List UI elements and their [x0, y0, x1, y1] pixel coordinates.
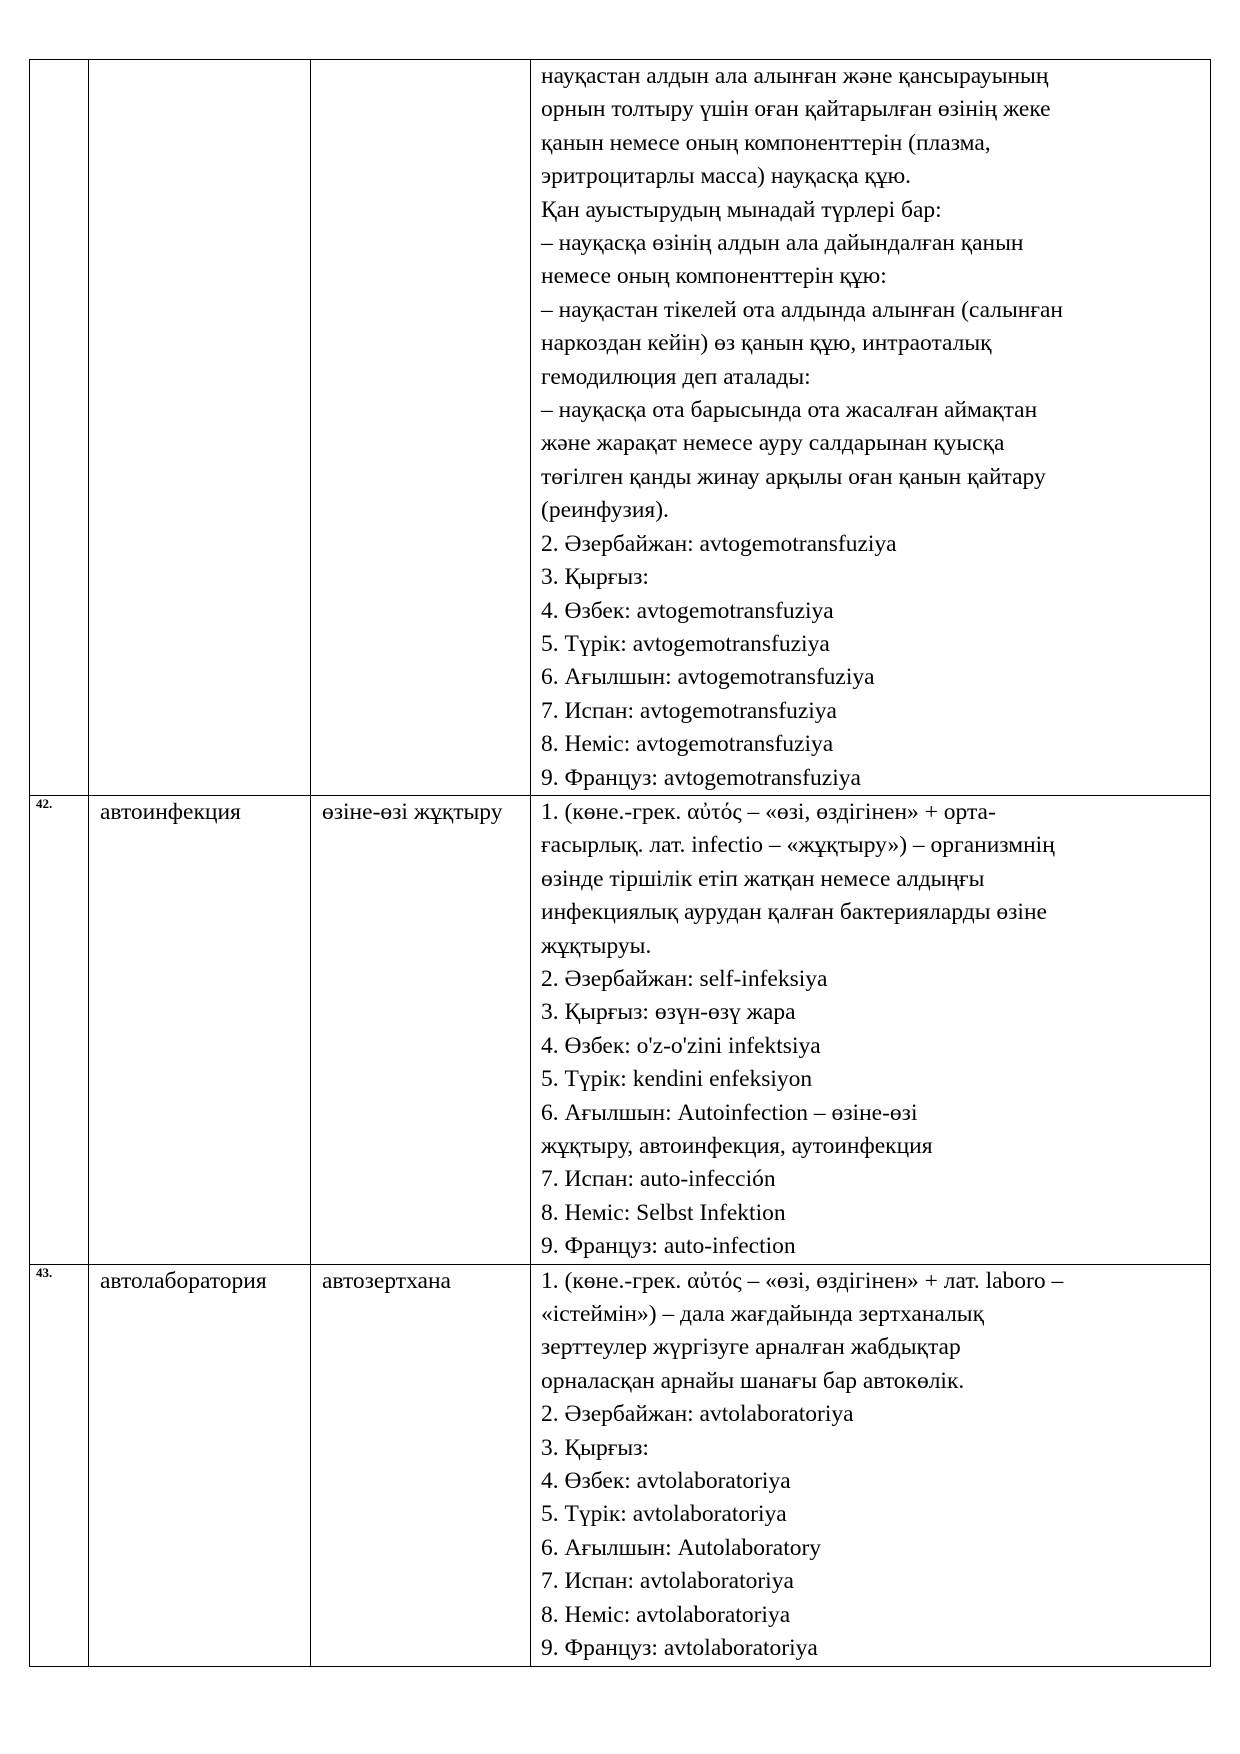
definition-line: немесе оның компоненттерін құю:	[541, 263, 887, 290]
definition-line: «істеймін») – дала жағдайында зертханалық	[541, 1301, 985, 1328]
term-cell	[89, 60, 311, 796]
definition-line: 7. Испан: avtolaboratoriya	[541, 1568, 794, 1595]
row-number-cell	[30, 60, 89, 796]
definition-line: 4. Өзбек: avtogemotransfuziya	[541, 597, 834, 624]
definition-line: 6. Ағылшын: Autoinfection – өзіне-өзі	[541, 1099, 918, 1126]
definition-line: 2. Әзербайжан: avtogemotransfuziya	[541, 530, 897, 557]
definition-line: 3. Қырғыз: өзүн-өзү жара	[541, 999, 796, 1026]
term-cell	[89, 795, 311, 1264]
definition-line: төгілген қанды жинау арқылы оған қанын қайтару	[541, 463, 1046, 490]
definition-line: эритроцитарлы масса) науқасқа құю.	[541, 163, 912, 190]
row-number-cell	[30, 1264, 89, 1666]
kazakh-term-cell	[311, 795, 531, 1264]
kazakh-term: өзіне-өзі жұқтыру	[322, 798, 503, 825]
definition-line: наркоздан кейін) өз қанын құю, интраоталық	[541, 330, 992, 357]
kazakh-term-cell	[311, 60, 531, 796]
definition-line: 9. Француз: auto-infection	[541, 1233, 796, 1260]
definition-line: – науқастан тікелей ота алдында алынған (салынған	[541, 296, 1063, 323]
definition-line: орналасқан арнайы шанағы бар автокөлік.	[541, 1367, 965, 1394]
definition-line: зерттеулер жүргізуге арналған жабдықтар	[541, 1334, 961, 1361]
definition-line: 1. (көне.-грек. αὐτός – «өзі, өздігінен» + орта-	[541, 798, 996, 825]
definition	[531, 796, 1210, 1264]
definition-line: 5. Түрік: kendini enfeksiyon	[541, 1066, 813, 1093]
definition-line: жұқтыруы.	[541, 932, 652, 959]
definition-line: – науқасқа өзінің алдын ала дайындалған қанын	[541, 230, 1024, 257]
definition-line: гемодилюция деп аталады:	[541, 363, 811, 390]
definition-line: 6. Ағылшын: Autolaboratory	[541, 1534, 822, 1561]
definition	[531, 1265, 1210, 1666]
table-row	[30, 60, 1211, 796]
definition-line: 9. Француз: avtolaboratoriya	[541, 1635, 818, 1662]
term: автоинфекция	[100, 798, 241, 825]
definition-line: 7. Испан: avtogemotransfuziya	[541, 697, 837, 724]
definition-line: 2. Әзербайжан: avtolaboratoriya	[541, 1401, 854, 1428]
definition-line: 1. (көне.-грек. αὐτός – «өзі, өздігінен» + лат. laboro –	[541, 1267, 1064, 1294]
table-row	[30, 1264, 1211, 1666]
definition-line: 8. Неміс: Selbst Infektion	[541, 1199, 786, 1226]
definition-line: жұқтыру, автоинфекция, аутоинфекция	[541, 1133, 933, 1159]
definition-line: 3. Қырғыз:	[541, 1434, 649, 1461]
definition-line: 2. Әзербайжан: self-infeksiya	[541, 965, 828, 992]
definition-line: 4. Өзбек: o'z-o'zini infektsiya	[541, 1032, 821, 1059]
definition-line: 8. Неміс: avtolaboratoriya	[541, 1601, 791, 1628]
definition-line: 9. Француз: avtogemotransfuziya	[541, 764, 861, 791]
definition-line: өзінде тіршілік етіп жатқан немесе алдыңғы	[541, 865, 985, 892]
term-cell	[89, 1264, 311, 1666]
definition-line: (реинфузия).	[541, 497, 669, 524]
definition-line: ғасырлық. лат. infectio – «жұқтыру») – организмнің	[541, 832, 1055, 859]
definition-line: – науқасқа ота барысында ота жасалған аймақтан	[541, 397, 1038, 424]
definition-line: науқастан алдын ала алынған және қансырауының	[541, 63, 1049, 89]
kazakh-term-cell	[311, 1264, 531, 1666]
definition-cell	[531, 60, 1211, 796]
dictionary-table	[29, 59, 1211, 1667]
definition-line: 5. Түрік: avtogemotransfuziya	[541, 630, 830, 657]
row-number: 43.	[36, 1264, 53, 1280]
definition-line: орнын толтыру үшін оған қайтарылған өзінің жеке	[541, 96, 1051, 123]
definition-line: 7. Испан: auto-infección	[541, 1166, 776, 1193]
definition-line: 4. Өзбек: avtolaboratoriya	[541, 1468, 791, 1495]
definition-line: 3. Қырғыз:	[541, 564, 649, 591]
definition-cell	[531, 795, 1211, 1264]
definition-line: және жарақат немесе ауру салдарынан қуысқа	[541, 430, 1005, 457]
definition-line: Қан ауыстырудың мынадай түрлері бар:	[541, 196, 942, 223]
row-number: 42.	[36, 795, 53, 811]
table-row	[30, 795, 1211, 1264]
definition-line: 5. Түрік: avtolaboratoriya	[541, 1501, 787, 1528]
definition-cell	[531, 1264, 1211, 1666]
kazakh-term: автозертхана	[322, 1267, 451, 1294]
definition	[531, 60, 1210, 795]
dictionary-page	[29, 59, 1210, 1667]
row-number-cell	[30, 795, 89, 1264]
definition-line: 8. Неміс: avtogemotransfuziya	[541, 731, 834, 758]
definition-line: инфекциялық аурудан қалған бактерияларды өзіне	[541, 899, 1047, 926]
term: автолаборатория	[100, 1267, 267, 1294]
definition-line: қанын немесе оның компоненттерін (плазма,	[541, 129, 991, 156]
definition-line: 6. Ағылшын: avtogemotransfuziya	[541, 664, 875, 691]
